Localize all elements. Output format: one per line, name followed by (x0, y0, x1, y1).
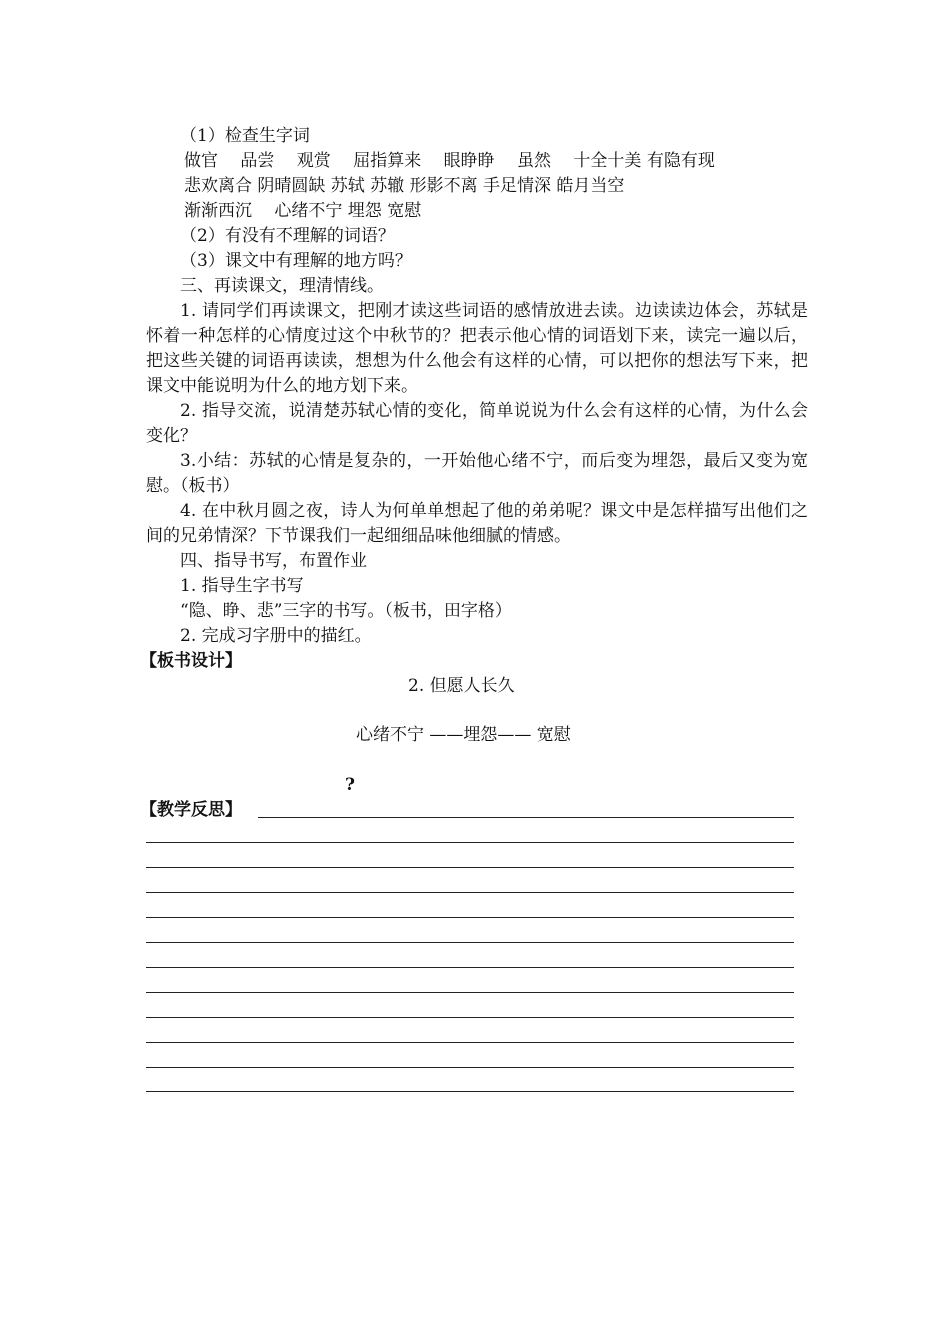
reflection-line (146, 867, 794, 868)
section-three-heading: 三、再读课文，理清情线。 (180, 276, 384, 296)
question-2: （2）有没有不理解的词语？ (180, 226, 395, 246)
board-title: 2. 但愿人长久 (408, 676, 515, 696)
reflection-line (146, 992, 794, 993)
paragraph-2: 2. 指导交流，说清楚苏轼心情的变化，简单说说为什么会有这样的心情，为什么会变化？ (146, 401, 808, 446)
board-design-label: 【板书设计】 (140, 651, 242, 671)
reflection-line (146, 917, 794, 918)
reflection-line (258, 817, 794, 818)
reflection-label: 【教学反思】 (140, 800, 242, 820)
words-line-3: 渐渐西沉 心绪不宁 埋怨 宽慰 (184, 201, 422, 221)
reflection-line (146, 842, 794, 843)
board-emotion-flow: 心绪不宁 ——埋怨—— 宽慰 (356, 725, 571, 745)
reflection-line (146, 942, 794, 943)
reflection-line (146, 1067, 794, 1068)
reflection-line (146, 892, 794, 893)
board-question-mark: ? (345, 775, 355, 795)
question-3: （3）课文中有理解的地方吗？ (180, 251, 412, 271)
reflection-line (146, 967, 794, 968)
section-four-item-1-detail: “隐、睁、悲”三字的书写。（板书，田字格） (180, 601, 512, 621)
words-line-2: 悲欢离合 阴晴圆缺 苏轼 苏辙 形影不离 手足情深 皓月当空 (184, 176, 625, 196)
reflection-line (146, 1042, 794, 1043)
reflection-line (146, 1017, 794, 1018)
paragraph-1: 1. 请同学们再读课文，把刚才读这些词语的感情放进去读。边读读边体会，苏轼是怀着一种怎样的心情度过这个中秋节的？把表示他心情的词语划下来，读完一遍以后，把这些关键的词语再读读，想想为什么他会有这样的心情，可以把你的想法写下来，把课文中能说明为什么的地方划下来。 (146, 301, 808, 396)
paragraph-4: 4. 在中秋月圆之夜，诗人为何单单想起了他的弟弟呢？课文中是怎样描写出他们之间的兄弟情深？下节课我们一起细细品味他细腻的情感。 (146, 501, 808, 546)
paragraph-3: 3.小结：苏轼的心情是复杂的，一开始他心绪不宁，而后变为埋怨，最后又变为宽慰。（板书） (146, 451, 808, 496)
section-four-item-1: 1. 指导生字书写 (180, 576, 304, 596)
words-line-1: 做官 品尝 观赏 屈指算来 眼睁睁 虽然 十全十美 有隐有现 (184, 151, 715, 171)
reflection-line (146, 1091, 794, 1092)
section-four-item-2: 2. 完成习字册中的描红。 (180, 626, 372, 646)
section-four-heading: 四、指导书写，布置作业 (180, 551, 367, 571)
check-words-title: （1）检查生字词 (180, 126, 310, 146)
